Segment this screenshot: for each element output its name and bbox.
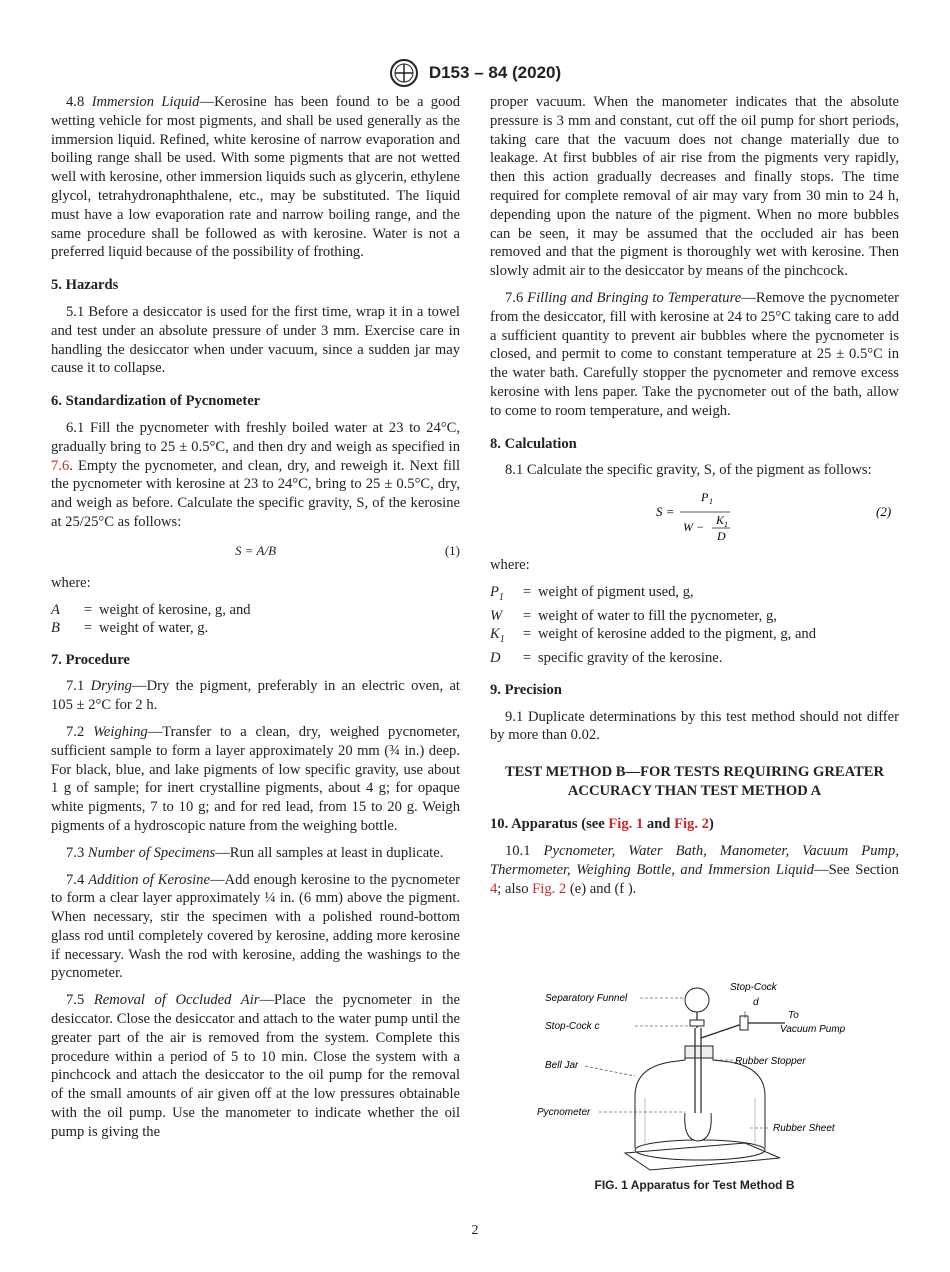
separatory-funnel xyxy=(685,988,709,1012)
page-number: 2 xyxy=(471,1223,479,1238)
svg-text:1: 1 xyxy=(724,520,728,530)
astm-logo-icon xyxy=(389,58,419,88)
svg-text:P: P xyxy=(701,490,709,505)
left-column xyxy=(51,93,460,1150)
paragraph-8-1: 8.1 Calculate the specific gravity, S, of the pigment as follows: xyxy=(505,462,872,479)
section-heading-standardization: 6. Standardization of Pycnometer xyxy=(51,393,261,410)
label-pycnometer: Pycnometer xyxy=(537,1107,591,1118)
right-column xyxy=(490,93,899,906)
definition-row: B = weight of water, g. xyxy=(51,619,209,636)
paragraph-7-2: 7.2 Weighing—Transfer to a clean, dry, weighed pycnometer, sufficient sample to form a layer approximately 20 mm (¾ in.) deep. For black, blue, and lake pigments of low specific gravity, use about 1 g of sample; for inert crystalline pigments, about 4 g; for opaque white pigments, 7 to 10 g; and for red lead, from 15 to 20 g. Weigh pigments of a hydroscopic nature from the weighing bottle. xyxy=(51,723,460,834)
definition-row: $P_1$ = weight of pigment used, g, xyxy=(490,583,694,603)
link-fig-2-b[interactable]: Fig. 2 xyxy=(532,880,567,897)
definition-row: D = specific gravity of the kerosine. xyxy=(490,649,723,666)
page-header xyxy=(0,58,950,88)
pycnometer xyxy=(685,1113,711,1141)
figure-caption: FIG. 1 Apparatus for Test Method B xyxy=(594,1178,795,1192)
paragraph-7-4: 7.4 Addition of Kerosine—Add enough kerosine to the pycnometer to form a clear layer approximately ¼ in. (6 mm) above the pigment. When necessary, stir the specimen with a polished round-bottom glass rod until completely covered by kerosine, adding more kerosine if necessary. Wash the rod with kerosine, adding the washings to the pycnometer. xyxy=(51,871,461,982)
paragraph-7-5-continued: proper vacuum. When the manometer indicates that the absolute pressure is 3 mm and constant, cut off the oil pump for short periods, taking care that the vacuum does not change materially due to leakage. At first bubbles of air rise from the pigments very rapidly, then this action gradually decreases and finally stops. The time required for complete removal of air may vary from 30 min to 24 h, depending upon the nature of the pigment. When no more bubbles can be seen, it may be assumed that the occluded air has been removed and that the pigment is thoroughly wet with kerosine. Then slowly admit air to the desiccator by means of the pinchcock. xyxy=(490,94,899,280)
paragraph-7-3: 7.3 Number of Specimens—Run all samples at least in duplicate. xyxy=(66,844,444,861)
equation-2 xyxy=(490,488,899,544)
definition-row: A = weight of kerosine, g, and xyxy=(51,601,251,618)
label-rubber-sheet: Rubber Sheet xyxy=(773,1123,835,1134)
label-stopcock-c: Stop-Cock c xyxy=(545,1021,600,1032)
label-separatory-funnel: Separatory Funnel xyxy=(545,993,628,1004)
link-fig-1[interactable]: Fig. 1 xyxy=(608,816,644,833)
where-label: where: xyxy=(51,574,91,591)
paragraph-7-5: 7.5 Removal of Occluded Air—Place the pycnometer in the desiccator. Close the desiccator and attach to the water pump until the greater part of the air is removed from the system. Complete this procedure within a period of 5 to 10 min. Close the system with a pinchcock and attach the desiccator to the oil pump for the removal of the small amounts of air given off at the low pressures obtainable with the oil pump. Use the manometer to indicate whether the oil pump is giving the xyxy=(51,992,460,1140)
definition-row: W = weight of water to fill the pycnometer, g, xyxy=(490,607,777,624)
rubber-stopper xyxy=(685,1046,713,1058)
label-vacuum-pump: Vacuum Pump xyxy=(780,1024,846,1035)
paragraph-9-1: 9.1 Duplicate determinations by this test method should not differ by more than 0.02. xyxy=(490,708,899,744)
svg-text:S =: S = xyxy=(656,504,675,520)
link-fig-2[interactable]: Fig. 2 xyxy=(674,816,709,833)
definition-row: $K_1$ = weight of kerosine added to the pigment, g, and xyxy=(490,625,817,645)
label-to: To xyxy=(788,1010,799,1021)
stopcock-c xyxy=(690,1020,704,1026)
label-rubber-stopper: Rubber Stopper xyxy=(735,1056,806,1067)
definitions-list xyxy=(51,601,251,637)
section-heading-precision: 9. Precision xyxy=(490,681,562,698)
stopcock-d xyxy=(740,1016,748,1030)
label-bell-jar: Bell Jar xyxy=(545,1060,579,1071)
equation-1: S = A/B (1) xyxy=(234,542,460,558)
definitions-list-2 xyxy=(490,583,816,667)
paragraph-10-1: 10.1 Pycnometer, Water Bath, Manometer, Vacuum Pump, Thermometer, Weighing Bottle, and Immersion Liquid—See Section 4; also Fig. 2 (e) and (f ). xyxy=(490,842,899,897)
svg-text:K: K xyxy=(716,513,725,528)
section-heading-calculation: 8. Calculation xyxy=(490,435,577,452)
svg-text:W −: W − xyxy=(683,520,705,535)
apparatus-figure xyxy=(535,978,875,1173)
link-7-6[interactable]: 7.6 xyxy=(51,457,70,474)
svg-text:1: 1 xyxy=(709,497,713,507)
paragraph-5-1: 5.1 Before a desiccator is used for the first time, wrap it in a towel and test under an absolute pressure of under 3 mm. Exercise care in handling the desiccator when under vacuum, since a sudden jar may cause it to collapse. xyxy=(51,303,460,377)
label-stopcock-d: Stop-Cock xyxy=(730,982,777,993)
test-method-b-title: TEST METHOD B—FOR TESTS REQUIRING GREATER ACCURACY THAN TEST METHOD A xyxy=(504,764,885,800)
link-section-4[interactable]: 4 xyxy=(490,880,498,897)
label-d: d xyxy=(753,997,759,1008)
svg-text:D: D xyxy=(717,529,726,544)
paragraph-7-6: 7.6 Filling and Bringing to Temperature—Remove the pycnometer from the desiccator, fill with kerosine at 24 to 25°C taking care to add a sufficient quantity to prevent air bubbles where the pycnometer is closed, and permit to come to constant temperature at 25 ± 0.5°C in the water bath. Carefully stopper the pycnometer and remove excess kerosine with lens paper. Take the pycnometer out of the bath, allow to come to room temperature, and weigh. xyxy=(490,289,899,419)
section-heading-hazards: 5. Hazards xyxy=(51,277,119,294)
section-heading-procedure: 7. Procedure xyxy=(51,651,130,668)
svg-text:(2): (2) xyxy=(876,504,892,520)
paragraph-6-1: 6.1 Fill the pycnometer with freshly boiled water at 23 to 24°C, gradually bring to 25 ± 0.5°C, and then dry and weigh as specified in 7.6. Empty the pycnometer, and clean, dry, and reweigh it. Next fill the pycnometer with kerosine at 23 to 24°C, bring to 25 ± 0.5°C, dry, and weigh as before. Calculate the specific gravity, S, of the kerosine at 25/25°C as follows: xyxy=(51,419,460,530)
section-heading-apparatus: 10. Apparatus (see Fig. 1 and Fig. 2) xyxy=(490,816,714,833)
paragraph-7-1: 7.1 Drying—Dry the pigment, preferably in an electric oven, at 105 ± 2°C for 2 h. xyxy=(51,678,460,714)
document-designation: D153 – 84 (2020) xyxy=(428,63,562,82)
paragraph-4-8: 4.8 Immersion Liquid—Kerosine has been found to be a good wetting vehicle for most pigments, and shall be used generally as the immersion liquid. Refined, white kerosine of narrow evaporation and boiling range shall be used. With some pigments that are not wetted well with kerosine, other immersion liquids such as glycerin, ethylene glycol, tetrahydronaphthalene, etc., may be substituted. The liquid must have a low evaporation rate and narrow boiling range, and the same procedure shall be followed as with kerosine. Water is not a preferred liquid because of the possibility of frothing. xyxy=(51,94,460,261)
where-label-2: where: xyxy=(490,557,530,574)
